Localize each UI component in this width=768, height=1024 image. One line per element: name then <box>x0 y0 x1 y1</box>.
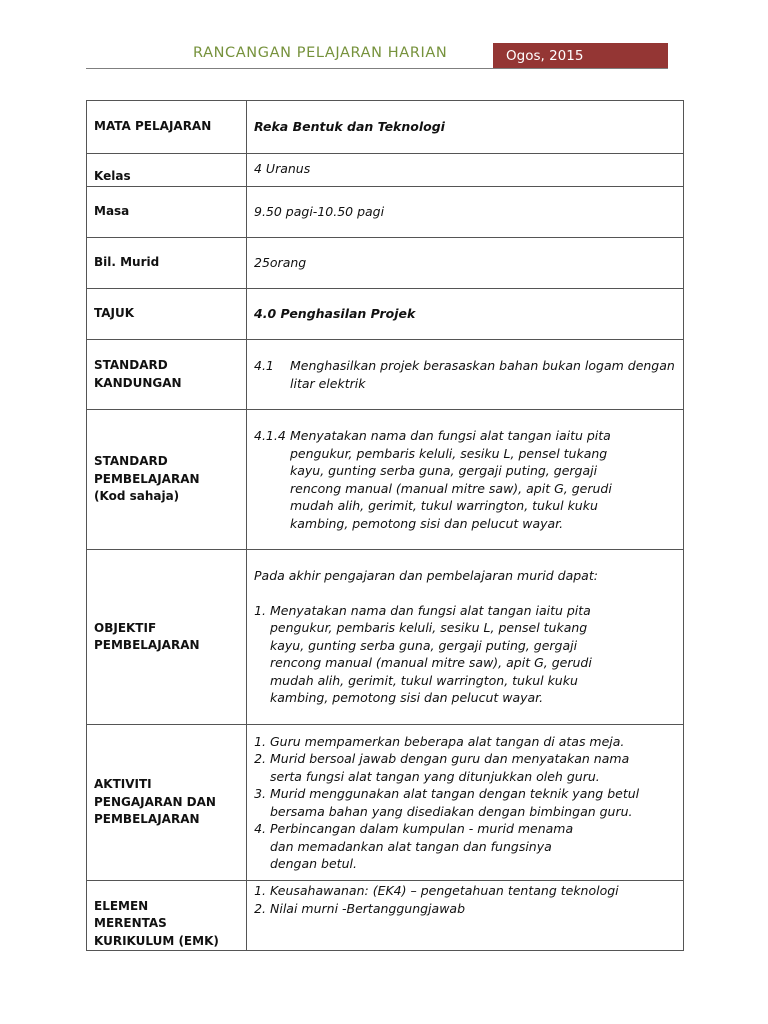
list-item: 1. Menyatakan nama dan fungsi alat tangan iaitu pita pengukur, pembaris keluli, sesiku L, pensel tukang kayu, gunting serba guna, gergaji puting, gergaji rencong manual (manual mitre saw), apit G, gerudi mudah alih, gerimit, tukul warrington, tukul kuku kambing, pemotong sisi dan pelucut wayar. <box>270 602 615 707</box>
label-emk: ELEMEN MERENTAS KURIKULUM (EMK) <box>87 881 247 951</box>
table-row-topic <box>87 289 684 340</box>
value-objective <box>247 550 684 725</box>
label-class: Kelas <box>87 154 247 187</box>
label-subject: MATA PELAJARAN <box>87 101 247 154</box>
learning-standard-number: 4.1.4 <box>254 428 286 443</box>
label-content-standard: STANDARD KANDUNGAN <box>87 340 247 410</box>
list-item: 2. Nilai murni -Bertanggungjawab <box>270 900 675 918</box>
label-topic: TAJUK <box>87 289 247 340</box>
table-row-learning-standard <box>87 410 684 550</box>
label-time: Masa <box>87 187 247 238</box>
table-row-subject <box>87 101 684 154</box>
table-row-activities <box>87 725 684 881</box>
value-subject: Reka Bentuk dan Teknologi <box>247 101 684 154</box>
content-standard-text: Menghasilkan projek berasaskan bahan bukan logam dengan litar elektrik <box>290 358 675 391</box>
list-item: 1. Guru mempamerkan beberapa alat tangan di atas meja. <box>270 733 673 751</box>
value-time: 9.50 pagi-10.50 pagi <box>247 187 684 238</box>
label-activities: AKTIVITI PENGAJARAN DAN PEMBELAJARAN <box>87 725 247 881</box>
content-standard-number: 4.1 <box>254 358 274 373</box>
header-divider <box>86 68 668 69</box>
table-row-time <box>87 187 684 238</box>
value-emk <box>247 881 684 951</box>
table-row-emk <box>87 881 684 951</box>
label-objective: OBJEKTIF PEMBELAJARAN <box>87 550 247 725</box>
label-students: Bil. Murid <box>87 238 247 289</box>
date-badge: Ogos, 2015 <box>493 43 668 69</box>
table-row-content-standard <box>87 340 684 410</box>
list-item: 4. Perbincangan dalam kumpulan - murid menama dan memadankan alat tangan dan fungsinya dengan betul. <box>270 820 673 873</box>
list-item: 3. Murid menggunakan alat tangan dengan teknik yang betul bersama bahan yang disediakan dengan bimbingan guru. <box>270 785 673 820</box>
table-row-class <box>87 154 684 187</box>
list-item: 2. Murid bersoal jawab dengan guru dan menyatakan nama serta fungsi alat tangan yang ditunjukkan oleh guru. <box>270 750 673 785</box>
objective-list <box>254 602 675 707</box>
value-learning-standard <box>247 410 684 550</box>
learning-standard-text: Menyatakan nama dan fungsi alat tangan iaitu pita pengukur, pembaris keluli, sesiku L, pensel tukang kayu, gunting serba guna, gergaji puting, gergaji rencong manual (manual mitre saw), apit G, gerudi mudah alih, gerimit, tukul warrington, tukul kuku kambing, pemotong sisi dan pelucut wayar. <box>290 428 612 531</box>
lesson-plan-table <box>86 100 684 951</box>
emk-list <box>254 882 675 917</box>
page-header <box>86 43 668 69</box>
activities-list <box>254 733 673 873</box>
value-activities <box>247 725 684 881</box>
label-learning-standard: STANDARD PEMBELAJARAN (Kod sahaja) <box>87 410 247 550</box>
table-row-students <box>87 238 684 289</box>
value-topic: 4.0 Penghasilan Projek <box>247 289 684 340</box>
list-item: 1. Keusahawanan: (EK4) – pengetahuan tentang teknologi <box>270 882 675 900</box>
value-class: 4 Uranus <box>247 154 684 187</box>
document-title: RANCANGAN PELAJARAN HARIAN <box>193 45 448 61</box>
objective-intro: Pada akhir pengajaran dan pembelajaran murid dapat: <box>254 568 598 583</box>
value-students: 25orang <box>247 238 684 289</box>
table-row-objective <box>87 550 684 725</box>
value-content-standard <box>247 340 684 410</box>
